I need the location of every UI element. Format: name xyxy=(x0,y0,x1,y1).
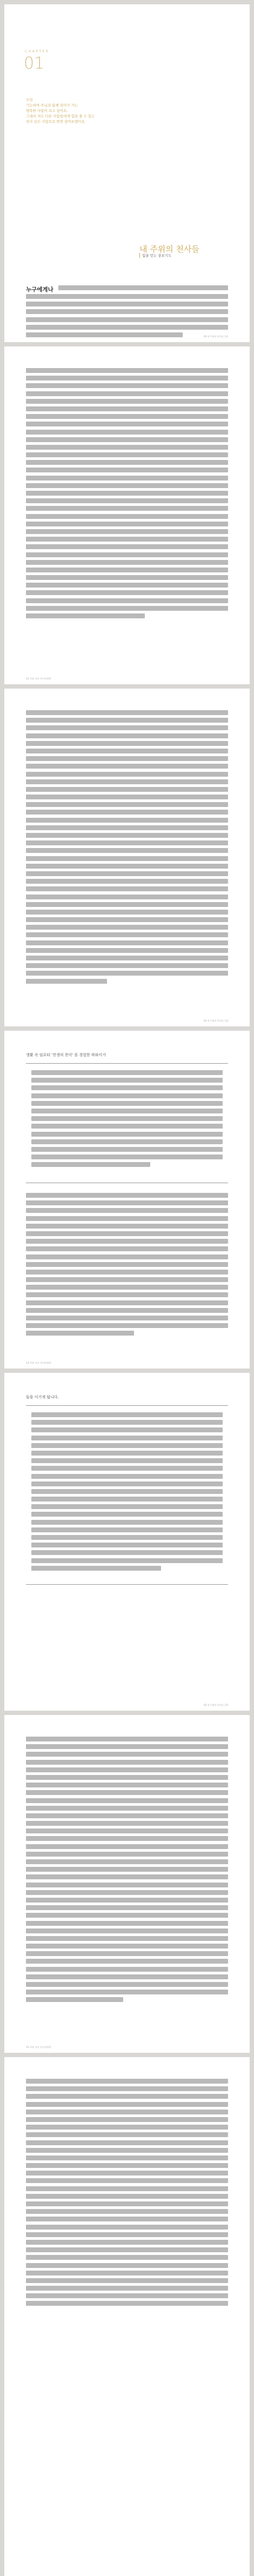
body-text xyxy=(26,294,228,340)
chapter-label: CHAPTER xyxy=(25,50,50,54)
page-footer: 02 내 주위의 천사들 | 15 xyxy=(204,1704,228,1706)
body-text xyxy=(26,2079,228,2309)
page-5 xyxy=(4,1373,250,1711)
section-heading: 생활 속 임요타 '천생의 찬미' 를 경험한 하와이가 xyxy=(26,1053,106,1057)
lead-word: 누구에게나 xyxy=(26,286,54,293)
page-2 xyxy=(4,346,250,684)
page-3 xyxy=(4,689,250,1026)
page-4 xyxy=(4,1031,250,1369)
body-text xyxy=(58,285,228,293)
quote-box xyxy=(26,1405,228,1585)
chapter-number: 01 xyxy=(24,54,45,73)
body-text xyxy=(26,710,228,986)
epigraph: 무엇 기도하며 주님과 함께 걸어가 거는 행복한 사람이 되고 싶어요. 그래서 저도 다른 사람들에게 힘을 줄 수 있는 천사 같은 사람으로 한번 살아보겠어요. xyxy=(26,98,95,124)
page-footer: 14 천상 속의 천사들에게 xyxy=(26,1362,51,1364)
page-footer: 12 천상 속의 천사들에게 xyxy=(26,677,51,680)
page-6 xyxy=(4,1715,250,2053)
section-title: 내 주위의 천사들 xyxy=(139,244,199,254)
body-text xyxy=(26,368,228,621)
body-text xyxy=(26,1737,228,2005)
page-7 xyxy=(4,2057,250,2576)
body-text xyxy=(26,1193,228,1339)
page-1 xyxy=(4,4,250,342)
page-footer: 02 내 주위의 천사들 | 13 xyxy=(204,1019,228,1022)
section-subtitle: 힘을 얻는 중보기도 xyxy=(139,253,171,258)
section-heading: 들을 이기게 됩니다. xyxy=(26,1395,59,1399)
page-footer: 02 내 주위의 천사들 | 11 xyxy=(204,335,228,338)
quote-box xyxy=(26,1063,228,1183)
page-footer: 16 천상 속의 천사들에게 xyxy=(26,2046,51,2048)
